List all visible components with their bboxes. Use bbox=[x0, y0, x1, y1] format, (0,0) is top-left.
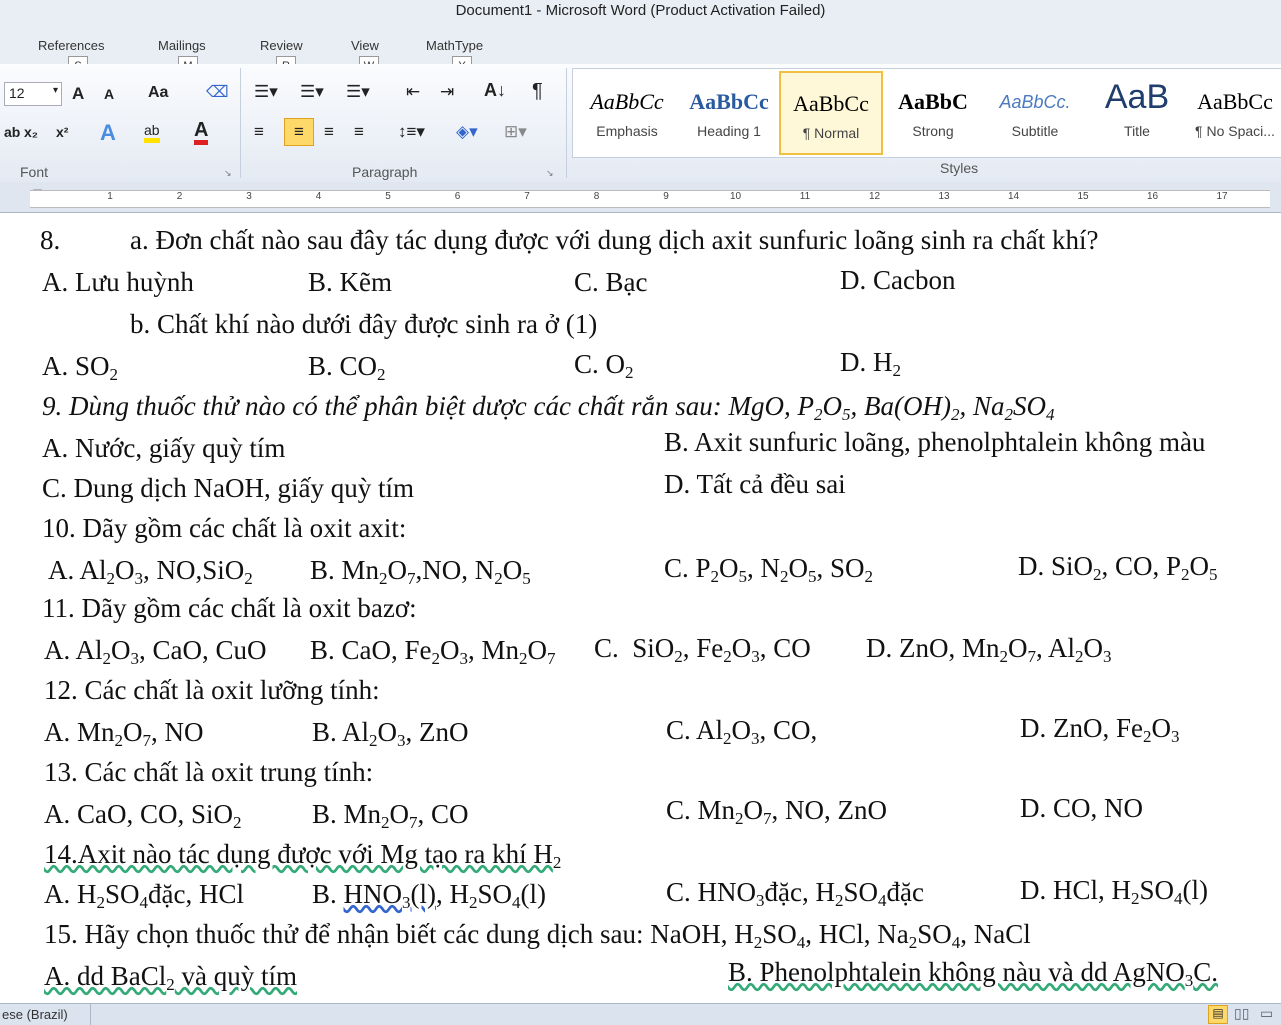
q8a-option-c: C. Bạc bbox=[574, 267, 648, 297]
ruler-tick: 1 bbox=[107, 191, 113, 202]
q10-option-b: B. $Mn_2O_7,NO$, $N_2O_5$ bbox=[310, 555, 531, 588]
question-9-text: 9. Dùng thuốc thử nào có thể phân biệt dược các chất rắn sau: MgO, $P_2O_5$, $Ba(OH)_2$, $Na_2SO_4$ bbox=[42, 391, 1055, 424]
q8b-option-b: B. $CO_2$ bbox=[308, 351, 386, 384]
shrink-font-button[interactable]: A bbox=[104, 86, 115, 102]
style-subtitle[interactable]: AaBbCc. Subtitle bbox=[999, 92, 1071, 139]
q11-option-d: D. ZnO, $Mn_2O_7$, $Al_2O_3$ bbox=[866, 633, 1112, 666]
q12-option-c: C. $Al_2O_3$, CO, bbox=[666, 715, 818, 748]
superscript-button[interactable]: x² bbox=[56, 124, 69, 140]
q12-option-b: B. $Al_2O_3$, ZnO bbox=[312, 717, 469, 750]
paragraph-group-label: Paragraph bbox=[352, 164, 418, 180]
document-page[interactable] bbox=[0, 213, 1281, 1003]
q8b-option-d: D. $H_2$ bbox=[840, 347, 901, 380]
change-case-button[interactable]: Aa bbox=[148, 84, 169, 101]
tab-references[interactable]: References bbox=[38, 38, 105, 53]
align-left-icon[interactable]: ≡ bbox=[254, 122, 264, 141]
group-separator bbox=[240, 68, 241, 178]
increase-indent-icon[interactable]: ⇥ bbox=[440, 82, 455, 101]
decrease-indent-icon[interactable]: ⇤ bbox=[406, 82, 421, 101]
styles-group-label: Styles bbox=[940, 160, 979, 176]
q11-option-b: B. CaO, $Fe_2O_3$, $Mn_2O_7$ bbox=[310, 635, 556, 668]
question-11-text: 11. Dãy gồm các chất là oxit bazơ: bbox=[42, 593, 417, 623]
print-layout-icon[interactable]: ▤ bbox=[1208, 1005, 1228, 1024]
font-size-select[interactable]: 12 ▾ bbox=[4, 82, 62, 106]
question-13-text: 13. Các chất là oxit trung tính: bbox=[44, 757, 374, 787]
q14-option-d: D. HCl, $H_2SO_4(l)$ bbox=[1020, 875, 1209, 908]
q14-option-a: A. $H_2SO_4đặc$, HCl bbox=[44, 879, 244, 912]
ruler-tick: 2 bbox=[176, 191, 183, 202]
style-title[interactable]: AaB Title bbox=[1104, 78, 1170, 139]
ruler-tick: 6 bbox=[454, 191, 461, 202]
tab-mailings[interactable]: Mailings bbox=[158, 38, 206, 53]
q13-option-b: B. $Mn_2O_7$, CO bbox=[312, 799, 469, 832]
question-8a-text: a. Đơn chất nào sau đây tác dụng được với dung dịch axit sunfuric loãng sinh ra chất khí? bbox=[130, 225, 1099, 255]
q14-option-c: C. $HNO_3đặc$, $H_2SO_4đặc$ bbox=[666, 877, 924, 910]
ruler-tick: 5 bbox=[385, 191, 391, 202]
group-separator bbox=[566, 68, 567, 178]
shading-icon[interactable]: ◈▾ bbox=[456, 122, 478, 141]
q10-option-c: C. $P_2O_5$, $N_2O_5$, $SO_2$ bbox=[664, 553, 874, 586]
q10-option-a: A. $Al_2O_3$, NO,SiO$_2$ bbox=[48, 555, 253, 588]
font-color-button[interactable]: A bbox=[194, 120, 208, 145]
tab-review[interactable]: Review bbox=[260, 38, 303, 53]
ruler-tick: 15 bbox=[1077, 191, 1089, 202]
q8b-option-c: C. $O_2$ bbox=[574, 349, 634, 382]
align-right-icon[interactable]: ≡ bbox=[324, 122, 334, 141]
text-effects-icon[interactable]: A bbox=[100, 120, 116, 145]
q14-option-b: B. $HNO_3(l)$, $H_2SO_4(l)$ bbox=[312, 879, 546, 912]
q13-option-c: C. $Mn_2O_7$, NO, ZnO bbox=[666, 795, 888, 828]
style-strong[interactable]: AaBbC Strong bbox=[898, 89, 968, 139]
font-group-label: Font bbox=[20, 164, 49, 180]
q9-option-c: C. Dung dịch NaOH, giấy quỳ tím bbox=[42, 473, 414, 503]
align-center-icon[interactable]: ≡ bbox=[284, 118, 314, 146]
q13-option-a: A. CaO, CO, SiO$_2$ bbox=[44, 799, 242, 832]
q11-option-a: A. $Al_2O_3$, CaO, CuO bbox=[44, 635, 267, 668]
bullets-icon[interactable]: ☰▾ bbox=[254, 82, 278, 101]
question-8b-text: b. Chất khí nào dưới đây được sinh ra ở (1) bbox=[130, 309, 598, 339]
status-separator bbox=[90, 1004, 91, 1025]
q11-option-c: C. SiO$_2$, $Fe_2O_3$, CO bbox=[594, 633, 811, 666]
chevron-down-icon: ▾ bbox=[52, 85, 58, 96]
subscript-button[interactable]: x₂ bbox=[24, 124, 39, 140]
ruler-tick: 3 bbox=[246, 191, 252, 202]
ruler-scale bbox=[30, 190, 1270, 208]
ruler-tick: 14 bbox=[1007, 191, 1020, 202]
ruler-tick: 11 bbox=[799, 191, 811, 202]
style-normal[interactable]: AaBbCc ¶ Normal bbox=[779, 71, 883, 155]
style-emphasis[interactable]: AaBbCc Emphasis bbox=[590, 89, 664, 139]
q9-option-a: A. Nước, giấy quỳ tím bbox=[42, 433, 286, 463]
q8a-option-b: B. Kẽm bbox=[308, 267, 392, 297]
ruler-tick: 16 bbox=[1146, 191, 1159, 202]
q12-option-d: D. ZnO, $Fe_2O_3$ bbox=[1020, 713, 1180, 746]
status-bar bbox=[0, 1003, 1281, 1025]
styles-gallery bbox=[572, 68, 1281, 158]
ruler-tick: 4 bbox=[315, 191, 322, 202]
justify-icon[interactable]: ≡ bbox=[354, 122, 364, 141]
dialog-launcher-icon[interactable]: ↘ bbox=[224, 168, 232, 178]
language-indicator[interactable]: ese (Brazil) bbox=[2, 1007, 68, 1022]
reading-layout-icon[interactable]: ▯▯ bbox=[1234, 1005, 1250, 1021]
q15-option-b: B. Phenolphtalein không nàu và dd AgNO$_3$C. bbox=[728, 957, 1218, 990]
web-layout-icon[interactable]: ▭ bbox=[1260, 1005, 1274, 1021]
style-no-spacing[interactable]: AaBbCc ¶ No Spaci... bbox=[1195, 89, 1275, 139]
horizontal-ruler[interactable] bbox=[0, 182, 1281, 213]
q8b-option-a: A. $SO_2$ bbox=[42, 351, 119, 384]
q8a-option-a: A. Lưu huỳnh bbox=[42, 267, 194, 297]
ruler-tick: 8 bbox=[593, 191, 600, 202]
multilevel-list-icon[interactable]: ☰▾ bbox=[346, 82, 370, 101]
sort-button[interactable]: A↓ bbox=[484, 80, 506, 100]
numbering-icon[interactable]: ☰▾ bbox=[300, 82, 324, 101]
question-10-text: 10. Dãy gồm các chất là oxit axit: bbox=[42, 513, 407, 543]
ruler-tick: 7 bbox=[524, 191, 530, 202]
ruler-tick: 17 bbox=[1216, 191, 1228, 202]
question-14-text: 14.Axit nào tác dụng được với Mg tạo ra khí $H_2$ bbox=[44, 839, 562, 872]
dialog-launcher-icon[interactable]: ↘ bbox=[546, 168, 554, 178]
q9-option-d: D. Tất cả đều sai bbox=[664, 469, 846, 499]
style-heading-1[interactable]: AaBbCc Heading 1 bbox=[689, 89, 769, 139]
ribbon-tabs bbox=[0, 24, 1281, 64]
clear-format-icon[interactable]: ⌫ bbox=[206, 84, 229, 101]
ruler-tick: 12 bbox=[868, 191, 881, 202]
borders-icon[interactable]: ⊞▾ bbox=[504, 122, 527, 141]
tab-view[interactable]: View bbox=[351, 38, 379, 53]
ruler-tick: 10 bbox=[729, 191, 742, 202]
q15-option-a: A. dd BaCl$_2$ và quỳ tím bbox=[44, 961, 298, 994]
q10-option-d: D. SiO$_2$, CO, $P_2O_5$ bbox=[1018, 551, 1218, 584]
strikethrough-icon[interactable]: ab bbox=[4, 124, 21, 140]
ribbon bbox=[0, 64, 1281, 183]
tab-mathtype[interactable]: MathType bbox=[426, 38, 484, 53]
q8a-option-d: D. Cacbon bbox=[840, 265, 956, 295]
grow-font-button[interactable]: A bbox=[72, 84, 85, 103]
question-15-text: 15. Hãy chọn thuốc thử để nhận biết các dung dịch sau: NaOH, $H_2SO_4$, HCl, $Na_2SO_4$, NaCl bbox=[44, 919, 1031, 952]
line-spacing-icon[interactable]: ↕≡▾ bbox=[398, 122, 425, 141]
q12-option-a: A. $Mn_2O_7$, NO bbox=[44, 717, 204, 750]
q9-option-b: B. Axit sunfuric loãng, phenolphtalein không màu bbox=[664, 427, 1206, 457]
question-8-number: 8. bbox=[40, 225, 61, 255]
show-marks-button[interactable]: ¶ bbox=[532, 80, 543, 102]
ruler-tick: 9 bbox=[663, 191, 669, 202]
ruler-tick: 13 bbox=[938, 191, 950, 202]
highlight-icon[interactable]: ab bbox=[144, 122, 160, 143]
q13-option-d: D. CO, NO bbox=[1020, 793, 1144, 823]
question-12-text: 12. Các chất là oxit lưỡng tính: bbox=[44, 675, 380, 705]
window-title: Document1 - Microsoft Word (Product Activation Failed) bbox=[0, 0, 1281, 24]
